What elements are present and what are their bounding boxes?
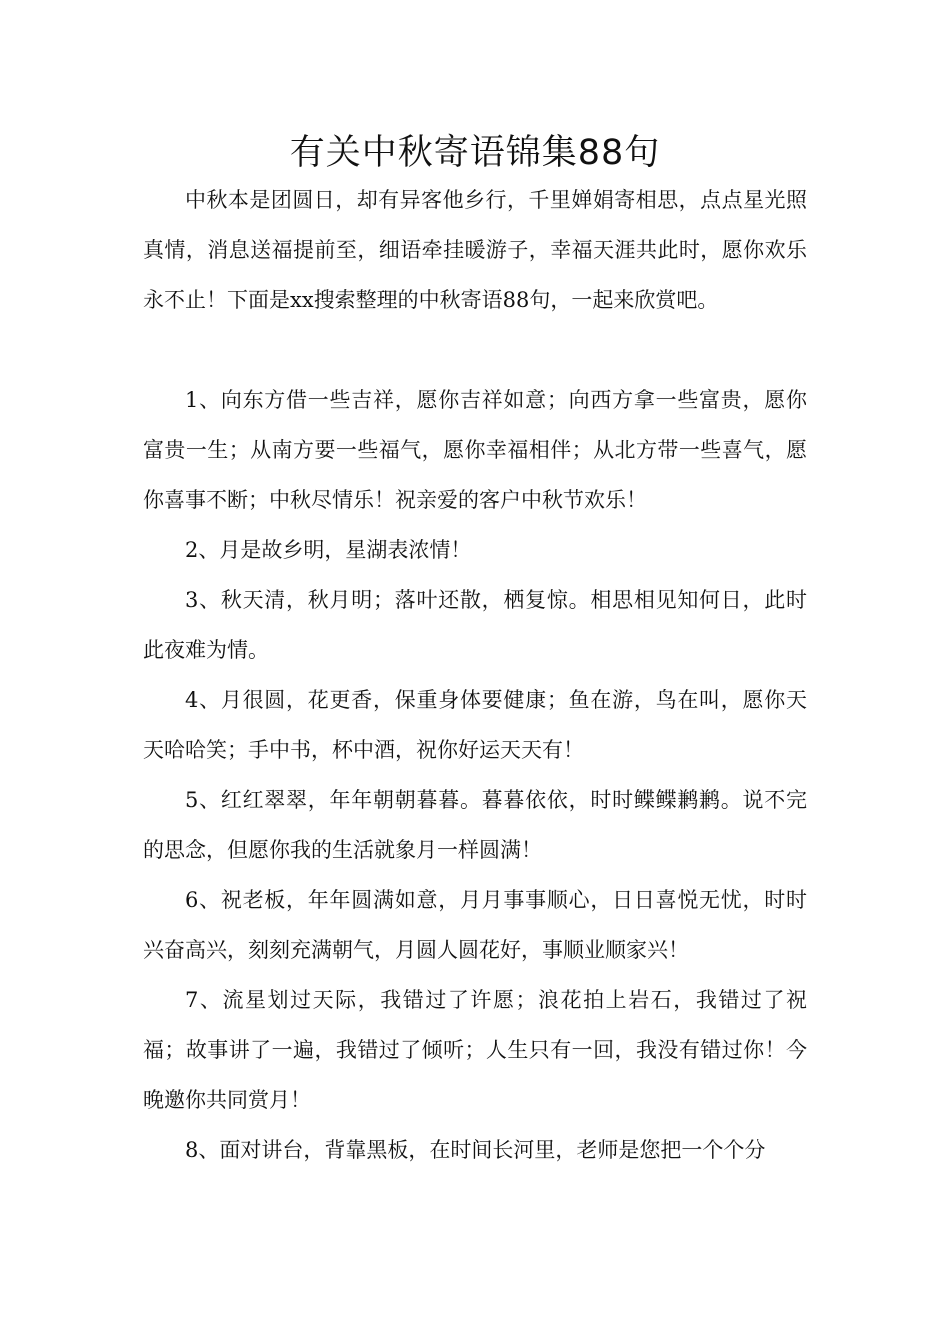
list-item: 7、流星划过天际，我错过了许愿；浪花拍上岩石，我错过了祝福；故事讲了一遍，我错过了倾听；人生只有一回，我没有错过你！今晚邀你共同赏月！ (143, 988, 807, 1112)
document-title: 有关中秋寄语锦集88句 (289, 133, 661, 173)
document-body (143, 175, 807, 1175)
intro-paragraph: 中秋本是团圆日，却有异客他乡行，千里婵娟寄相思，点点星光照真情，消息送福提前至，细语牵挂暖游子，幸福天涯共此时，愿你欢乐永不止！下面是xx搜索整理的中秋寄语88句，一起来欣赏吧。 (143, 188, 807, 312)
list-item: 4、月很圆，花更香，保重身体要健康；鱼在游，鸟在叫，愿你天天哈哈笑；手中书，杯中酒，祝你好运天天有！ (143, 688, 807, 762)
list-item: 3、秋天清，秋月明；落叶还散，栖复惊。相思相见知何日，此时此夜难为情。 (143, 588, 807, 662)
list-item: 2、月是故乡明，星湖表浓情！ (185, 538, 472, 562)
list-item: 1、向东方借一些吉祥，愿你吉祥如意；向西方拿一些富贵，愿你富贵一生；从南方要一些福气，愿你幸福相伴；从北方带一些喜气，愿你喜事不断；中秋尽情乐！祝亲爱的客户中秋节欢乐！ (143, 388, 807, 512)
list-item: 6、祝老板，年年圆满如意，月月事事顺心，日日喜悦无忧，时时兴奋高兴，刻刻充满朝气，月圆人圆花好，事顺业顺家兴！ (143, 888, 807, 962)
list-item: 8、面对讲台，背靠黑板，在时间长河里，老师是您把一个个分 (185, 1138, 766, 1162)
list-item: 5、红红翠翠，年年朝朝暮暮。暮暮依依，时时鲽鲽鹣鹣。说不完的思念，但愿你我的生活就象月一样圆满！ (143, 788, 807, 862)
